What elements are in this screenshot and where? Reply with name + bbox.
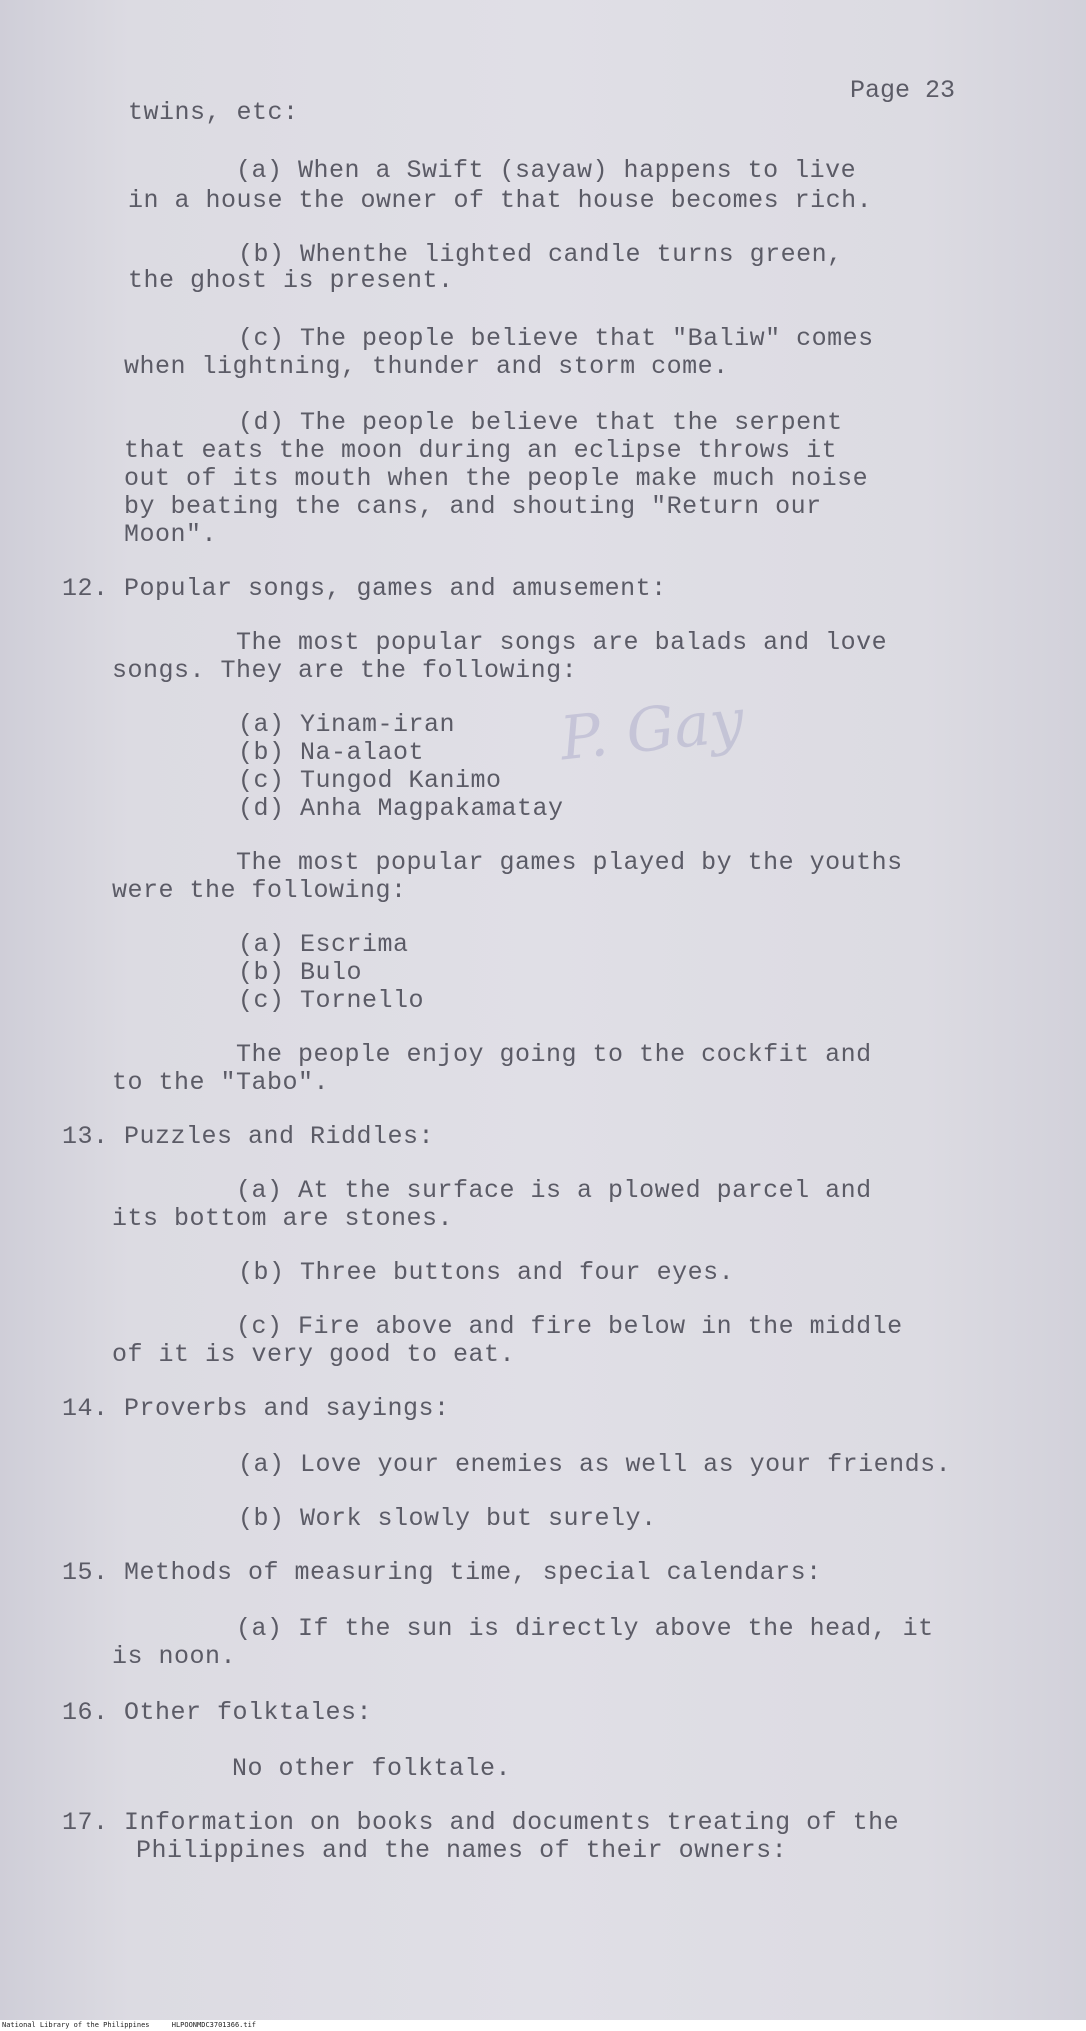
- section-heading-13: 13. Puzzles and Riddles:: [62, 1122, 435, 1151]
- text-line: (c) The people believe that "Baliw" comes: [238, 324, 874, 353]
- text-line: The most popular songs are balads and love: [236, 628, 888, 657]
- list-item: (c) Tornello: [238, 986, 425, 1015]
- list-item: (a) Yinam-iran: [238, 710, 456, 739]
- text-line: (a) Love your enemies as well as your friends.: [238, 1450, 952, 1479]
- text-line: No other folktale.: [232, 1754, 512, 1783]
- list-item: (a) Escrima: [238, 930, 409, 959]
- text-line: (b) Three buttons and four eyes.: [238, 1258, 735, 1287]
- text-line: songs. They are the following:: [112, 656, 578, 685]
- text-line: twins, etc:: [128, 98, 299, 127]
- page-number: Page 23: [850, 76, 956, 105]
- text-line: when lightning, thunder and storm come.: [124, 352, 729, 381]
- text-line: The people enjoy going to the cockfit and: [236, 1040, 872, 1069]
- list-item: (b) Na-alaot: [238, 738, 425, 767]
- text-line: were the following:: [112, 876, 407, 905]
- text-line: (a) When a Swift (sayaw) happens to live: [236, 156, 857, 185]
- list-item: (b) Bulo: [238, 958, 363, 987]
- text-line: by beating the cans, and shouting "Return our: [124, 492, 822, 521]
- list-item: (c) Tungod Kanimo: [238, 766, 502, 795]
- signature-stamp: P. Gay: [556, 685, 748, 775]
- list-item: (d) Anha Magpakamatay: [238, 794, 564, 823]
- text-line: (d) The people believe that the serpent: [238, 408, 843, 437]
- scan-footer: [0, 2020, 1086, 2031]
- text-line: that eats the moon during an eclipse throws it: [124, 436, 838, 465]
- footer-library: National Library of the Philippines: [2, 2021, 150, 2029]
- text-line: the ghost is present.: [128, 266, 454, 295]
- text-line: of it is very good to eat.: [112, 1340, 516, 1369]
- text-line: The most popular games played by the youths: [236, 848, 903, 877]
- text-line: (a) At the surface is a plowed parcel and: [236, 1176, 872, 1205]
- text-line: to the "Tabo".: [112, 1068, 330, 1097]
- section-heading-16: 16. Other folktales:: [62, 1698, 373, 1727]
- section-heading-17: 17. Information on books and documents treating of the: [62, 1808, 900, 1837]
- text-line: its bottom are stones.: [112, 1204, 454, 1233]
- section-heading-15: 15. Methods of measuring time, special calendars:: [62, 1558, 822, 1587]
- text-line: (b) Work slowly but surely.: [238, 1504, 657, 1533]
- footer-code: HLPOONMDC3701366.tif: [171, 2021, 257, 2029]
- text-line: (a) If the sun is directly above the head, it: [236, 1614, 934, 1643]
- text-line: out of its mouth when the people make much noise: [124, 464, 869, 493]
- text-line: (b) Whenthe lighted candle turns green,: [238, 240, 843, 269]
- text-line: (c) Fire above and fire below in the middle: [236, 1312, 903, 1341]
- section-heading-12: 12. Popular songs, games and amusement:: [62, 574, 667, 603]
- text-line: is noon.: [112, 1642, 237, 1671]
- section-heading-14: 14. Proverbs and sayings:: [62, 1394, 450, 1423]
- text-line: Philippines and the names of their owners:: [136, 1836, 788, 1865]
- text-line: Moon".: [124, 520, 218, 549]
- text-line: in a house the owner of that house becomes rich.: [128, 186, 873, 215]
